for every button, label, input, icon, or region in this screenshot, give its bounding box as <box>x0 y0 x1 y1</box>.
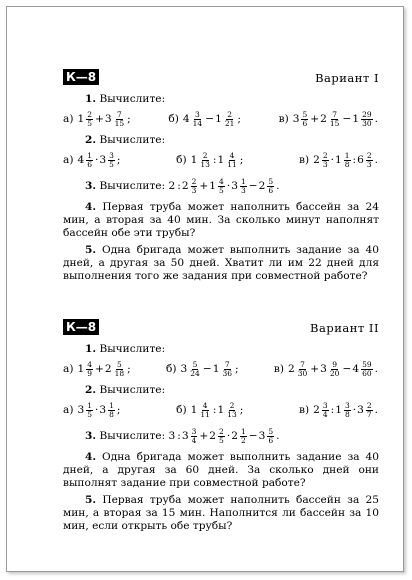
fraction <box>191 178 198 195</box>
fraction <box>344 152 351 169</box>
mixed-number <box>182 428 199 445</box>
item-letter: а) <box>63 154 74 166</box>
variant-header <box>63 69 379 89</box>
denominator: 8 <box>344 409 350 419</box>
operator: · <box>226 430 231 442</box>
expression <box>63 402 121 419</box>
numerator: 5 <box>192 359 198 369</box>
whole-part: 6 <box>357 154 364 166</box>
whole-part: 2 <box>313 154 320 166</box>
numerator: 2 <box>202 150 208 160</box>
operator: ; <box>116 404 121 416</box>
fraction <box>344 402 351 419</box>
item-letter: в) <box>273 363 284 375</box>
whole-part: 3 <box>292 113 300 125</box>
fraction <box>301 111 308 128</box>
expression <box>168 111 242 128</box>
variant-header <box>63 319 379 339</box>
mixed-number <box>217 402 238 419</box>
operator: ; <box>239 404 244 416</box>
item-letter: в) <box>298 154 310 166</box>
expression <box>63 111 132 128</box>
numerator: 1 <box>87 400 92 410</box>
operator: : <box>212 154 217 166</box>
fraction <box>361 111 373 128</box>
denominator: 5 <box>87 409 92 419</box>
denominator: 4 <box>322 409 328 419</box>
fraction <box>114 111 126 128</box>
numerator: 5 <box>268 176 274 186</box>
operator: . <box>374 404 379 416</box>
numerator: 3 <box>109 150 114 160</box>
mixed-number <box>183 111 204 128</box>
operator: + <box>199 430 209 442</box>
mixed-number <box>105 111 126 128</box>
fraction <box>366 402 373 419</box>
task-3: 3. Вычислите: 3 : 3 $\frac{3}{4}$ + 2 $\frac{2}{5}$ · 2 $\frac{1}{2}$ − 3 $\frac{5}{6}$ . <box>85 426 280 445</box>
whole-part: 1 <box>335 154 342 166</box>
whole-part: 1 <box>212 363 220 375</box>
whole-part: 1 <box>190 154 198 166</box>
task-3: 3. Вычислите: 2 : 2 $\frac{2}{3}$ + 1 $\frac{4}{5}$ · 3 $\frac{1}{3}$ − 2 $\frac{5}{6}$ . <box>85 176 280 195</box>
denominator: 30 <box>297 368 308 378</box>
denominator: 6 <box>268 185 274 195</box>
denominator: 6 <box>268 435 274 445</box>
operator: − <box>202 363 212 375</box>
operator: · <box>226 180 231 192</box>
task-5: 5. Одна бригада может выполнить задание за 40 дней, а другая за 50 дней. Хватит ли им 22 дней для выполнения того же задания при совместной работе? <box>63 244 379 282</box>
denominator: 20 <box>329 368 340 378</box>
operator: . <box>374 363 379 375</box>
item-letter: в) <box>278 113 289 125</box>
operator: ; <box>127 363 131 375</box>
whole-part: 1 <box>217 404 225 416</box>
fraction <box>267 178 274 195</box>
operator: + <box>94 363 104 375</box>
mixed-number <box>105 361 126 378</box>
mixed-number <box>215 111 236 128</box>
operator: · <box>94 154 99 166</box>
numerator: 4 <box>219 176 224 186</box>
fraction <box>361 361 373 378</box>
fraction <box>329 361 341 378</box>
operator: + <box>310 113 320 125</box>
fraction <box>218 178 225 195</box>
expression <box>176 402 244 419</box>
operator: + <box>310 363 320 375</box>
numerator: 7 <box>117 109 122 119</box>
numerator: 7 <box>224 359 230 369</box>
whole-part: 1 <box>77 113 85 125</box>
expression <box>63 361 132 378</box>
numerator: 2 <box>87 109 92 119</box>
denominator: 3 <box>240 185 246 195</box>
denominator: 5 <box>109 159 114 169</box>
denominator: 2 <box>240 435 246 445</box>
mixed-number <box>209 428 226 445</box>
fraction <box>322 402 329 419</box>
numerator: 1 <box>344 150 350 160</box>
denominator: 8 <box>109 409 114 419</box>
denominator: 24 <box>190 368 200 378</box>
whole-part: 2 <box>287 363 295 375</box>
test-badge: К—8 <box>63 69 99 85</box>
task-2-expressions <box>63 149 379 171</box>
fraction <box>114 361 126 378</box>
task-1-expressions <box>63 358 379 380</box>
operator: : <box>212 404 217 416</box>
fraction <box>240 428 247 445</box>
whole-part: 3 <box>168 429 176 442</box>
denominator: 13 <box>227 409 237 419</box>
fraction <box>329 111 341 128</box>
fraction <box>86 402 93 419</box>
fraction <box>226 402 238 419</box>
numerator: 5 <box>302 109 308 119</box>
mixed-number <box>99 152 116 169</box>
whole-part: 3 <box>181 429 189 442</box>
whole-part: 3 <box>99 404 107 416</box>
task-1-expressions <box>63 108 379 130</box>
fraction <box>191 428 198 445</box>
operator: ; <box>127 113 131 125</box>
task-5: 5. Первая труба может наполнить бассейн за 25 мин, а вторая за 15 мин. Наполнится ли бассейн за 10 мин, если открыть обе трубы? <box>63 494 379 532</box>
mixed-number <box>217 152 238 169</box>
item-letter: б) <box>166 363 177 375</box>
operator: ; <box>116 154 121 166</box>
mixed-number <box>365 152 374 169</box>
denominator: 21 <box>224 118 235 128</box>
denominator: 7 <box>366 409 372 419</box>
whole-part: 1 <box>352 113 360 125</box>
numerator: 3 <box>191 426 197 436</box>
whole-part: 3 <box>99 154 107 166</box>
numerator: 2 <box>227 109 232 119</box>
numerator: 1 <box>109 400 114 410</box>
numerator: 7 <box>332 109 338 119</box>
operator: . <box>374 154 379 166</box>
numerator: 5 <box>117 359 122 369</box>
denominator: 14 <box>192 118 203 128</box>
task-4: 4. Первая труба может наполнить бассейн за 24 мин, а вторая за 40 мин. За сколько минут наполнят бассейн обе эти трубы? <box>63 201 379 239</box>
whole-number <box>169 180 177 193</box>
fraction <box>267 428 274 445</box>
denominator: 3 <box>191 185 197 195</box>
task-3-expression <box>169 428 281 445</box>
item-letter: а) <box>63 363 74 375</box>
whole-part: 1 <box>190 404 198 416</box>
variant-2 <box>63 319 379 533</box>
mixed-number <box>77 402 94 419</box>
mixed-number <box>231 178 248 195</box>
numerator: 4 <box>87 359 92 369</box>
whole-part: 3 <box>258 429 266 442</box>
operator: + <box>94 113 104 125</box>
fraction <box>226 152 238 169</box>
denominator: 8 <box>344 159 350 169</box>
item-letter: б) <box>176 154 187 166</box>
mixed-number <box>313 402 330 419</box>
denominator: 11 <box>200 409 210 419</box>
whole-part: 1 <box>335 404 342 416</box>
fraction <box>366 152 373 169</box>
mixed-number <box>259 178 276 195</box>
mixed-number <box>352 111 373 128</box>
operator: · <box>352 404 357 416</box>
numerator: 2 <box>366 150 372 160</box>
numerator: 2 <box>229 400 235 410</box>
mixed-number <box>191 402 212 419</box>
operator: : <box>177 430 181 442</box>
mixed-number <box>213 361 234 378</box>
item-letter: б) <box>176 404 187 416</box>
numerator: 1 <box>240 426 246 436</box>
whole-part: 3 <box>77 404 85 416</box>
expression <box>299 152 379 169</box>
whole-part: 1 <box>77 363 85 375</box>
mixed-number <box>77 152 94 169</box>
mixed-number <box>357 402 374 419</box>
denominator: 6 <box>87 159 92 169</box>
whole-part: 3 <box>180 363 188 375</box>
mixed-number <box>182 178 199 195</box>
fraction <box>86 152 93 169</box>
mixed-number <box>320 111 341 128</box>
numerator: 7 <box>300 359 305 369</box>
fraction <box>322 152 329 169</box>
denominator: 6 <box>302 118 308 128</box>
task-3-expression <box>169 178 281 195</box>
numerator: 3 <box>344 400 350 410</box>
fraction <box>199 152 211 169</box>
task-2-heading: 2. Вычислите: <box>85 134 166 146</box>
item-letter: б) <box>168 113 179 125</box>
operator: − <box>248 180 258 192</box>
mixed-number <box>313 152 330 169</box>
task-1-heading: 1. Вычислите: <box>85 343 166 355</box>
denominator: 3 <box>366 159 372 169</box>
denominator: 4 <box>191 435 197 445</box>
numerator: 4 <box>202 400 208 410</box>
numerator: 1 <box>240 176 246 186</box>
operator: : <box>177 180 181 192</box>
fraction <box>86 111 93 128</box>
numerator: 2 <box>219 426 224 436</box>
numerator: 5 <box>268 426 274 436</box>
operator: . <box>374 113 378 125</box>
whole-part: 2 <box>258 179 266 192</box>
operator: ; <box>235 363 239 375</box>
test-badge: К—8 <box>63 319 99 335</box>
expression <box>166 361 240 378</box>
item-letter: в) <box>298 404 310 416</box>
operator: − <box>342 363 352 375</box>
fraction <box>192 111 204 128</box>
denominator: 60 <box>362 368 372 378</box>
whole-part: 2 <box>168 179 176 192</box>
operator: − <box>342 113 352 125</box>
operator: . <box>276 430 280 442</box>
operator: ; <box>237 113 241 125</box>
fraction <box>108 402 115 419</box>
denominator: 36 <box>222 368 233 378</box>
fraction <box>218 428 225 445</box>
denominator: 13 <box>200 159 210 169</box>
whole-part: 4 <box>182 113 190 125</box>
mixed-number <box>77 111 94 128</box>
operator: : <box>352 154 357 166</box>
task-2-expressions <box>63 399 379 421</box>
fraction <box>86 361 93 378</box>
variant-1 <box>63 69 379 283</box>
mixed-number <box>99 402 116 419</box>
fraction <box>297 361 309 378</box>
whole-part: 3 <box>320 363 327 375</box>
denominator: 5 <box>87 118 92 128</box>
whole-part: 1 <box>209 179 217 192</box>
variant-title: Вариант I <box>315 71 379 85</box>
operator: · <box>330 154 334 166</box>
numerator: 2 <box>191 176 197 186</box>
fraction <box>108 152 115 169</box>
whole-part: 2 <box>181 179 189 192</box>
denominator: 15 <box>114 118 125 128</box>
denominator: 3 <box>322 159 328 169</box>
mixed-number <box>320 361 341 378</box>
numerator: 3 <box>322 400 328 410</box>
denominator: 5 <box>219 185 224 195</box>
fraction <box>221 361 233 378</box>
mixed-number <box>181 361 202 378</box>
operator: − <box>205 113 215 125</box>
whole-part: 1 <box>215 113 222 125</box>
whole-part: 2 <box>313 404 320 416</box>
numerator: 1 <box>87 150 92 160</box>
expression <box>63 152 121 169</box>
task-1-heading: 1. Вычислите: <box>85 93 166 105</box>
operator: · <box>94 404 99 416</box>
mixed-number <box>288 361 309 378</box>
whole-part: 2 <box>104 363 112 375</box>
whole-part: 3 <box>104 113 112 125</box>
fraction <box>189 361 201 378</box>
whole-part: 4 <box>352 363 360 375</box>
variant-title: Вариант II <box>310 321 379 335</box>
operator: : <box>330 404 335 416</box>
mixed-number <box>259 428 276 445</box>
whole-part: 3 <box>231 179 238 192</box>
expression <box>274 361 379 378</box>
expression <box>299 402 379 419</box>
whole-number <box>169 430 177 443</box>
fraction <box>240 178 247 195</box>
numerator: 2 <box>322 150 328 160</box>
whole-part: 4 <box>77 154 85 166</box>
expression <box>176 152 244 169</box>
worksheet-page <box>6 6 404 572</box>
operator: − <box>248 430 258 442</box>
mixed-number <box>352 361 373 378</box>
numerator: 3 <box>195 109 200 119</box>
denominator: 18 <box>114 368 125 378</box>
task-2-heading: 2. Вычислите: <box>85 384 166 396</box>
numerator: 2 <box>366 400 372 410</box>
fraction <box>199 402 211 419</box>
denominator: 11 <box>227 159 237 169</box>
task-4: 4. Одна бригада может выполнить задание за 40 дней, а другая за 60 дней. За сколько дней они выполнят задание при совместной работе? <box>63 451 379 489</box>
numerator: 4 <box>229 150 235 160</box>
whole-part: 2 <box>209 429 217 442</box>
mixed-number <box>335 402 352 419</box>
expression <box>279 111 379 128</box>
mixed-number <box>343 152 352 169</box>
mixed-number <box>231 428 248 445</box>
numerator: 9 <box>332 359 338 369</box>
denominator: 30 <box>362 118 372 128</box>
whole-part: 3 <box>357 404 364 416</box>
whole-part: 1 <box>217 154 225 166</box>
operator: ; <box>239 154 244 166</box>
item-letter: а) <box>63 113 74 125</box>
numerator: 59 <box>362 359 372 369</box>
whole-number <box>357 154 365 166</box>
fraction <box>224 111 236 128</box>
item-letter: а) <box>63 404 74 416</box>
operator: + <box>199 180 209 192</box>
numerator: 29 <box>362 109 372 119</box>
denominator: 5 <box>219 435 224 445</box>
denominator: 9 <box>87 368 92 378</box>
operator: . <box>276 180 280 192</box>
mixed-number <box>293 111 310 128</box>
whole-part: 2 <box>231 429 238 442</box>
mixed-number <box>191 152 212 169</box>
denominator: 15 <box>329 118 340 128</box>
mixed-number <box>209 178 226 195</box>
whole-number <box>335 154 343 166</box>
whole-part: 2 <box>320 113 327 125</box>
mixed-number <box>77 361 94 378</box>
